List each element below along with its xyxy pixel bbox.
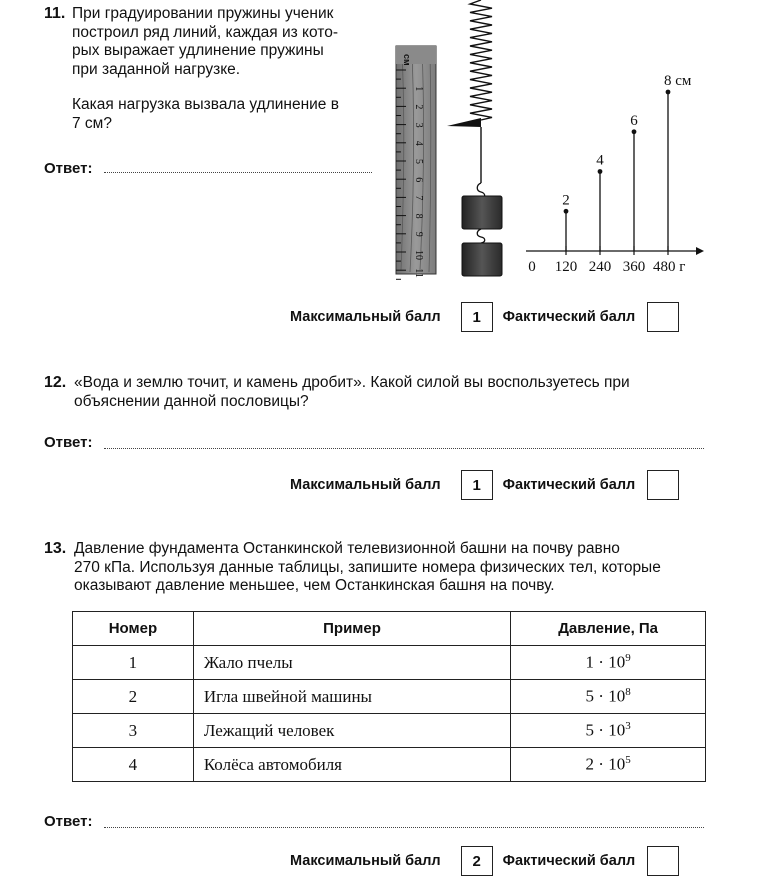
- ruler-unit-label: см: [402, 54, 412, 66]
- text-line: Какая нагрузка вызвала удлинение в: [72, 96, 339, 113]
- pressure-mantissa: 1 · 10: [585, 652, 626, 672]
- max-score-label: Максимальный балл: [290, 853, 441, 869]
- weights: [462, 196, 502, 276]
- axis-arrow-icon: [696, 247, 704, 255]
- column-header: Давление, Па: [511, 612, 706, 646]
- text-line: построил ряд линий, каждая из кото-: [72, 23, 338, 41]
- pressure-mantissa: 5 · 10: [585, 686, 626, 706]
- text-line: при заданной нагрузке.: [72, 60, 241, 78]
- row-example: Игла швейной машины: [193, 680, 510, 714]
- pressure-exponent: 9: [625, 652, 631, 665]
- question-number: 13.: [44, 540, 67, 557]
- row-pressure: [511, 714, 706, 748]
- actual-score-box[interactable]: [647, 846, 679, 876]
- table-header-row: [73, 612, 706, 646]
- pressure-mantissa: 5 · 10: [585, 720, 626, 740]
- ruler-number: 5: [413, 159, 424, 164]
- actual-score-label: Фактический балл: [502, 477, 636, 493]
- ruler-number: 6: [413, 177, 424, 183]
- pressure-exponent: 8: [625, 686, 631, 699]
- question-13: [0, 510, 768, 888]
- max-score-box: 1: [461, 302, 493, 332]
- ruler: [396, 46, 436, 279]
- score-row: [290, 470, 679, 500]
- data-point: [632, 129, 637, 134]
- pressure-mantissa: 2 · 10: [585, 754, 626, 774]
- ruler-number: 7: [413, 195, 424, 201]
- x-tick-label: 0: [528, 259, 536, 275]
- table-row: [73, 748, 706, 782]
- row-number: 1: [73, 646, 194, 680]
- chart: [518, 75, 708, 285]
- actual-score-box[interactable]: [647, 302, 679, 332]
- pressure-exponent: 5: [625, 754, 631, 767]
- answer-label: Ответ:: [44, 813, 93, 830]
- row-number: 3: [73, 714, 194, 748]
- actual-score-label: Фактический балл: [502, 853, 636, 869]
- max-score-label: Максимальный балл: [290, 309, 441, 325]
- row-number: 2: [73, 680, 194, 714]
- ruler-number: 11: [413, 268, 424, 278]
- row-pressure: [511, 646, 706, 680]
- ruler-number: 2: [413, 104, 424, 110]
- answer-line[interactable]: [104, 448, 704, 449]
- x-tick-label: 360: [622, 259, 646, 275]
- ruler-number: 10: [413, 250, 424, 260]
- question-11: [0, 0, 768, 340]
- data-point: [598, 169, 603, 174]
- row-example: Жало пчелы: [193, 646, 510, 680]
- pressure-table: [72, 611, 706, 782]
- table-row: [73, 680, 706, 714]
- ruler-number: 1: [413, 86, 424, 92]
- data-point: [564, 209, 569, 214]
- answer-line[interactable]: [104, 172, 372, 173]
- score-row: [290, 302, 679, 332]
- ruler-number: 8: [413, 213, 424, 219]
- question-text: [72, 5, 372, 79]
- text-line: При градуировании пружины ученик: [72, 5, 334, 22]
- text-line: 7 см?: [72, 114, 112, 132]
- text-line: «Вода и землю точит, и камень дробит». Какой силой вы воспользуетесь при: [74, 374, 630, 391]
- question-number: 12.: [44, 374, 67, 391]
- row-number: 4: [73, 748, 194, 782]
- data-point: [666, 90, 671, 95]
- max-score-box: 1: [461, 470, 493, 500]
- table-row: [73, 646, 706, 680]
- row-pressure: [511, 748, 706, 782]
- text-line: объяснении данной пословицы?: [74, 392, 309, 410]
- x-tick-label: 120: [554, 259, 578, 275]
- x-tick-label: 240: [588, 259, 612, 275]
- question-text: [74, 540, 724, 596]
- question-12: [0, 340, 768, 510]
- column-header: Пример: [193, 612, 510, 646]
- text-line: Давление фундамента Останкинской телевизионной башни на почву равно: [74, 540, 620, 557]
- question-prompt: [72, 96, 372, 133]
- data-label: 6: [630, 112, 638, 129]
- actual-score-box[interactable]: [647, 470, 679, 500]
- spring: [447, 0, 492, 199]
- ruler-number: 9: [413, 231, 424, 237]
- table-row: [73, 714, 706, 748]
- row-example: Колёса автомобиля: [193, 748, 510, 782]
- answer-label: Ответ:: [44, 160, 93, 177]
- pressure-exponent: 3: [625, 720, 631, 733]
- row-example: Лежащий человек: [193, 714, 510, 748]
- data-label: 4: [596, 152, 604, 169]
- max-score-label: Максимальный балл: [290, 477, 441, 493]
- question-number: 11.: [44, 5, 66, 22]
- x-tick-label: 480 г: [653, 259, 686, 275]
- data-label: 2: [562, 192, 570, 209]
- score-row: [290, 846, 679, 876]
- question-text: [74, 374, 724, 411]
- data-label: 8 см: [664, 75, 692, 89]
- ruler-number: 3: [413, 122, 424, 128]
- spring-ruler-illustration: [392, 0, 512, 285]
- row-pressure: [511, 680, 706, 714]
- ruler-number: 4: [413, 140, 424, 146]
- pointer-icon: [447, 118, 481, 127]
- text-line: оказывают давление меньшее, чем Останкинская башня на почву.: [74, 577, 555, 594]
- answer-line[interactable]: [104, 827, 704, 828]
- answer-label: Ответ:: [44, 434, 93, 451]
- max-score-box: 2: [461, 846, 493, 876]
- text-line: рых выражает удлинение пружины: [72, 42, 324, 59]
- actual-score-label: Фактический балл: [502, 309, 636, 325]
- text-line: 270 кПа. Используя данные таблицы, запишите номера физических тел, которые: [74, 558, 661, 576]
- column-header: Номер: [73, 612, 194, 646]
